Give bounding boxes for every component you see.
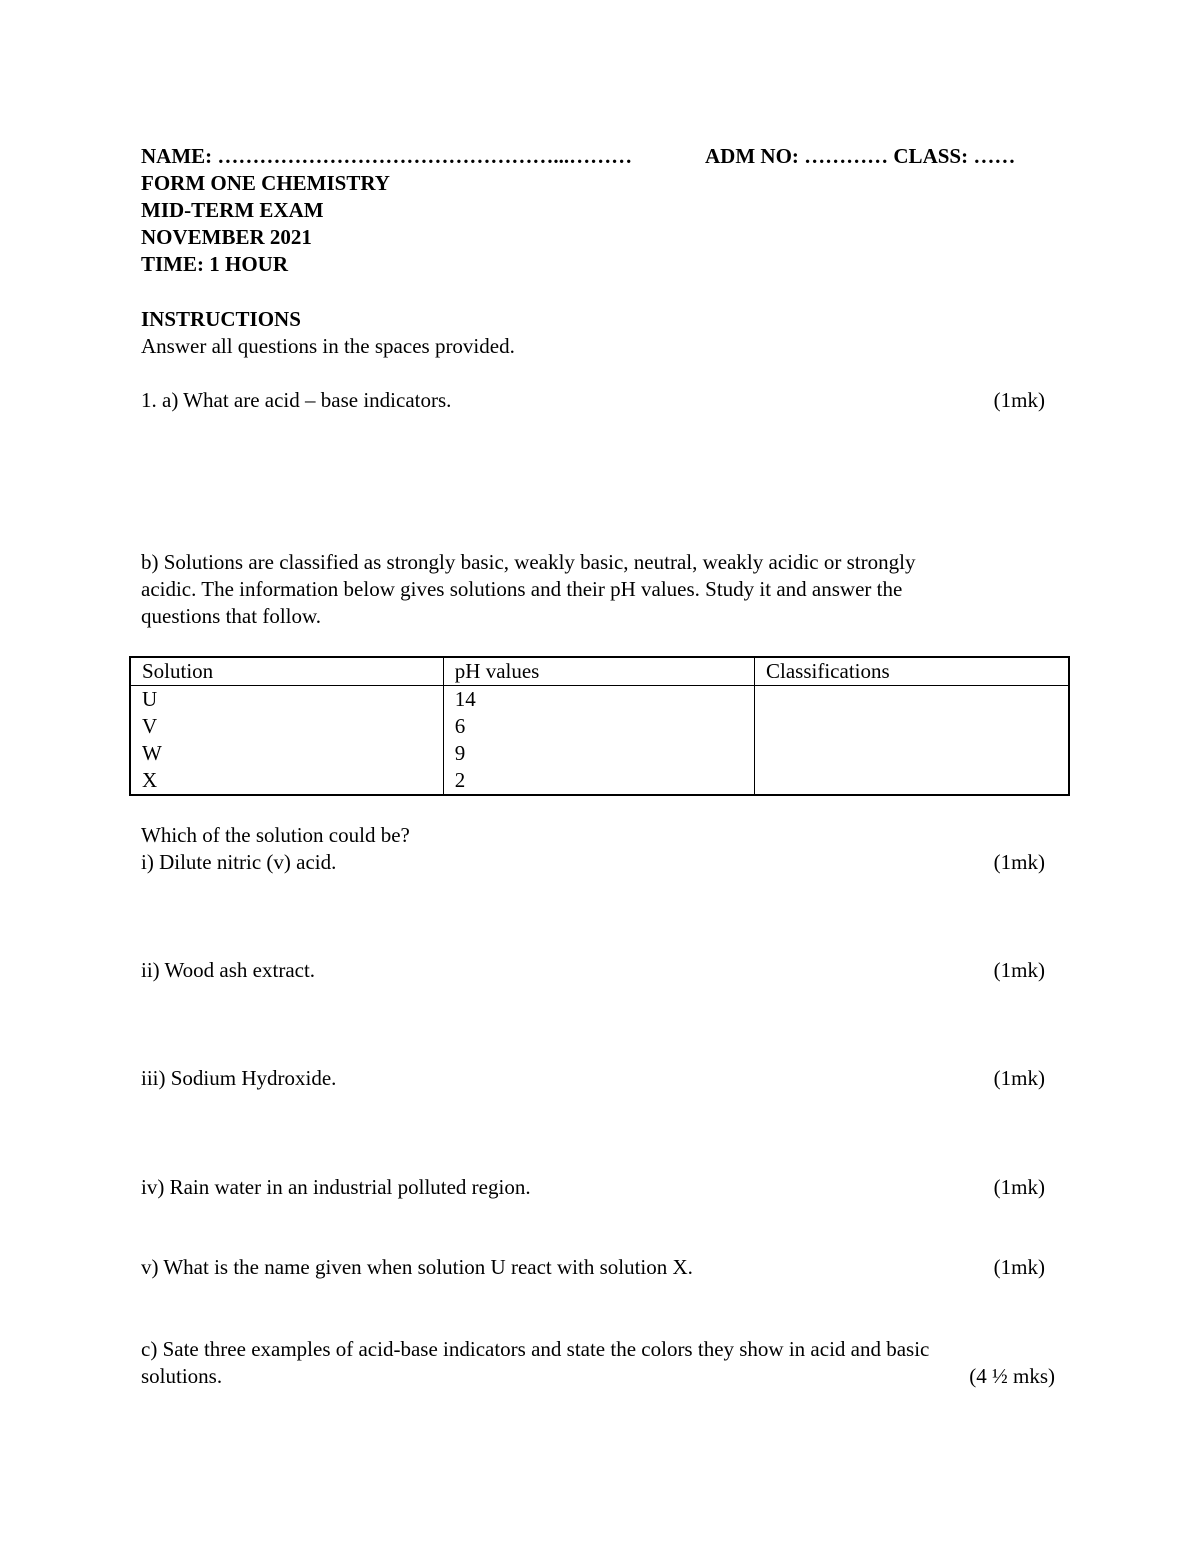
question-1c-marks: (4 ½ mks) <box>969 1364 1055 1388</box>
table-cell-ph: 2 <box>443 767 754 795</box>
table-cell-classification <box>755 767 1069 795</box>
table-cell-ph: 14 <box>443 686 754 714</box>
table-cell-solution: U <box>130 686 443 714</box>
table-header-solution: Solution <box>130 657 443 686</box>
table-header-ph-values: pH values <box>443 657 754 686</box>
table-cell-classification <box>755 740 1069 767</box>
instructions-heading: INSTRUCTIONS <box>141 307 301 331</box>
ph-values-table <box>129 656 1070 796</box>
sub-question-v-marks: (1mk) <box>993 1255 1045 1279</box>
table-row <box>130 686 1069 714</box>
table-cell-classification <box>755 686 1069 714</box>
exam-time: TIME: 1 HOUR <box>141 252 288 276</box>
exam-date: NOVEMBER 2021 <box>141 225 312 249</box>
sub-question-ii-text: ii) Wood ash extract. <box>141 958 316 982</box>
table-cell-solution: W <box>130 740 443 767</box>
sub-question-v-text: v) What is the name given when solution U react with solution X. <box>141 1255 693 1279</box>
question-1b-line-1: b) Solutions are classified as strongly basic, weakly basic, neutral, weakly acidic or strongly <box>141 550 916 574</box>
sub-question-ii-marks: (1mk) <box>993 958 1045 982</box>
table-cell-ph: 9 <box>443 740 754 767</box>
question-1b-line-3: questions that follow. <box>141 604 322 628</box>
table-cell-classification <box>755 713 1069 740</box>
question-1c-line-2: solutions. <box>141 1364 223 1388</box>
question-1b-line-2: acidic. The information below gives solutions and their pH values. Study it and answer the <box>141 577 903 601</box>
question-1a-marks: (1mk) <box>993 388 1045 412</box>
instructions-text: Answer all questions in the spaces provided. <box>141 334 515 358</box>
sub-questions-intro: Which of the solution could be? <box>141 823 410 847</box>
table-cell-ph: 6 <box>443 713 754 740</box>
sub-question-iii-marks: (1mk) <box>993 1066 1045 1090</box>
question-1c-line-1: c) Sate three examples of acid-base indicators and state the colors they show in acid and basic <box>141 1337 930 1361</box>
subject-title: FORM ONE CHEMISTRY <box>141 171 390 195</box>
table-header-classifications: Classifications <box>755 657 1069 686</box>
table-cell-solution: V <box>130 713 443 740</box>
sub-question-iv-marks: (1mk) <box>993 1175 1045 1199</box>
table-row <box>130 767 1069 795</box>
sub-question-i-marks: (1mk) <box>993 850 1045 874</box>
sub-question-iv-text: iv) Rain water in an industrial polluted region. <box>141 1175 531 1199</box>
table-cell-solution: X <box>130 767 443 795</box>
question-1a-text: 1. a) What are acid – base indicators. <box>141 388 452 412</box>
exam-title: MID-TERM EXAM <box>141 198 324 222</box>
table-row <box>130 713 1069 740</box>
sub-question-iii-text: iii) Sodium Hydroxide. <box>141 1066 337 1090</box>
adm-class-field-line: ADM NO: ………… CLASS: …… <box>705 144 1016 168</box>
name-field-line: NAME: …………………………………………...……… <box>141 144 633 168</box>
table-row <box>130 740 1069 767</box>
sub-question-i-text: i) Dilute nitric (v) acid. <box>141 850 337 874</box>
table-header-row <box>130 657 1069 686</box>
